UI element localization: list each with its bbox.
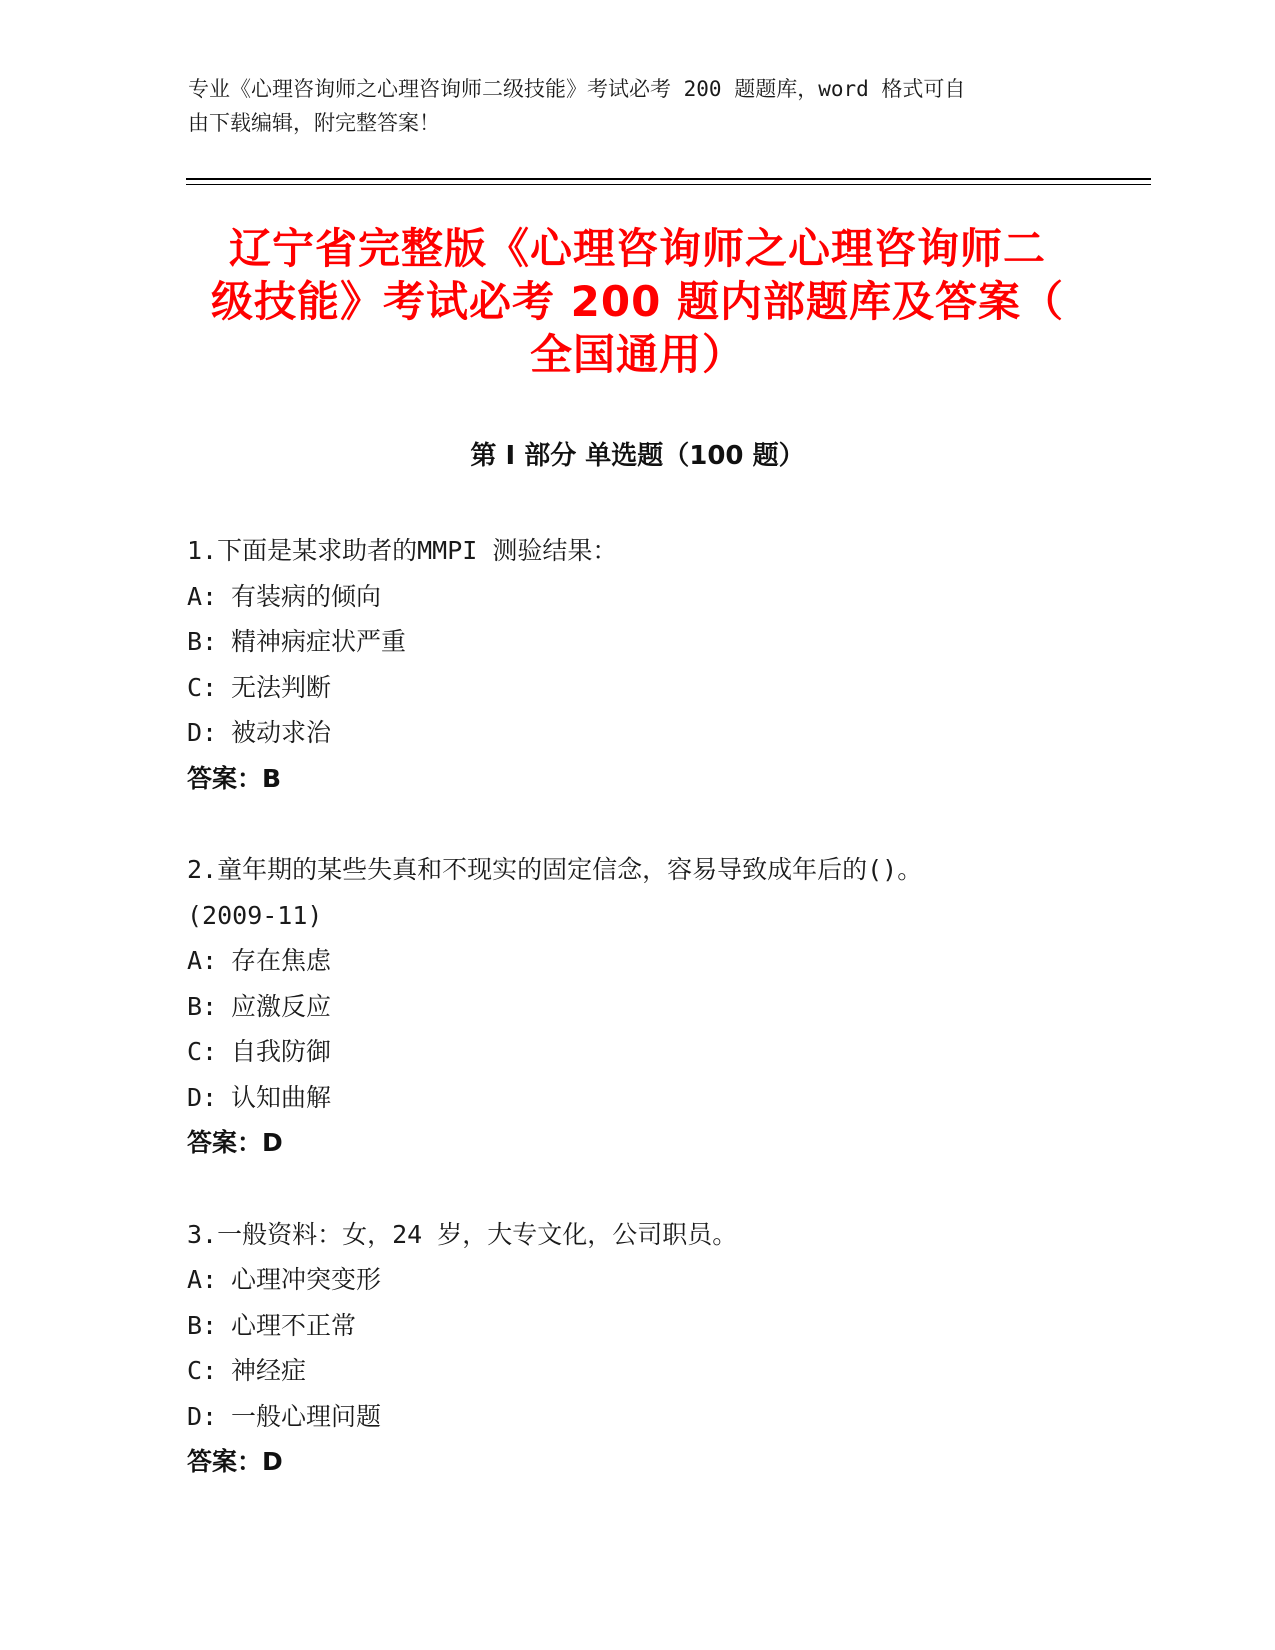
option-letter: A:: [187, 1265, 218, 1294]
option-a: [187, 1257, 1087, 1303]
document-title: [150, 222, 1125, 381]
option-c: [187, 1029, 1087, 1075]
option-text: 认知曲解: [231, 1082, 332, 1112]
header-rule-thick: [186, 178, 1151, 180]
question-list: [187, 528, 1087, 1531]
option-d: [187, 1394, 1087, 1440]
option-letter: B:: [187, 627, 218, 656]
answer-line: 答案：D: [187, 1447, 283, 1476]
option-d: [187, 1075, 1087, 1121]
option-a: [187, 574, 1087, 620]
option-letter: D:: [187, 1401, 218, 1431]
option-letter: A:: [187, 581, 218, 611]
option-text: 心理不正常: [231, 1310, 357, 1340]
header-note: [188, 72, 1068, 140]
question-stem-continuation: (2009-11): [187, 900, 323, 930]
option-text: 应激反应: [231, 991, 332, 1021]
option-text: 精神病症状严重: [231, 627, 407, 656]
option-b: [187, 1303, 1087, 1349]
option-d: [187, 710, 1087, 756]
answer-line: 答案：D: [187, 1128, 283, 1157]
question-item: [187, 528, 1087, 801]
title-line-3: 全国通用）: [529, 330, 745, 379]
option-c: [187, 1348, 1087, 1394]
option-text: 无法判断: [231, 672, 332, 702]
option-b: [187, 619, 1087, 665]
option-text: 神经症: [231, 1356, 307, 1385]
option-c: [187, 665, 1087, 711]
option-b: [187, 984, 1087, 1030]
option-text: 存在焦虑: [231, 946, 332, 975]
question-stem: 3.一般资料：女，24 岁，大专文化，公司职员。: [187, 1219, 738, 1249]
option-text: 心理冲突变形: [231, 1265, 382, 1294]
header-note-line-2: 由下载编辑，附完整答案！: [188, 111, 440, 135]
option-letter: C:: [187, 1037, 218, 1066]
title-line-2: 级技能》考试必考 200 题内部题库及答案（: [211, 277, 1064, 326]
option-letter: B:: [187, 991, 218, 1021]
option-letter: C:: [187, 1356, 218, 1385]
option-letter: D:: [187, 1082, 218, 1112]
header-note-line-1: 专业《心理咨询师之心理咨询师二级技能》考试必考 200 题题库，word 格式可自: [188, 77, 966, 101]
option-letter: D:: [187, 718, 218, 747]
question-item: [187, 1212, 1087, 1485]
question-item: [187, 847, 1087, 1166]
option-text: 有装病的倾向: [231, 581, 382, 611]
answer-line: 答案：B: [187, 763, 282, 793]
option-letter: B:: [187, 1310, 218, 1340]
header-rule-thin: [186, 184, 1151, 185]
option-letter: C:: [187, 672, 218, 702]
section-heading: 第 I 部分 单选题（100 题）: [470, 441, 805, 471]
title-line-1: 辽宁省完整版《心理咨询师之心理咨询师二: [228, 224, 1046, 273]
question-stem: 2.童年期的某些失真和不现实的固定信念，容易导致成年后的()。: [187, 855, 923, 884]
question-stem: 1.下面是某求助者的MMPI 测验结果：: [187, 536, 618, 565]
option-a: [187, 938, 1087, 984]
option-letter: A:: [187, 946, 218, 975]
option-text: 自我防御: [231, 1037, 332, 1066]
option-text: 被动求治: [231, 718, 332, 747]
option-text: 一般心理问题: [231, 1401, 382, 1431]
